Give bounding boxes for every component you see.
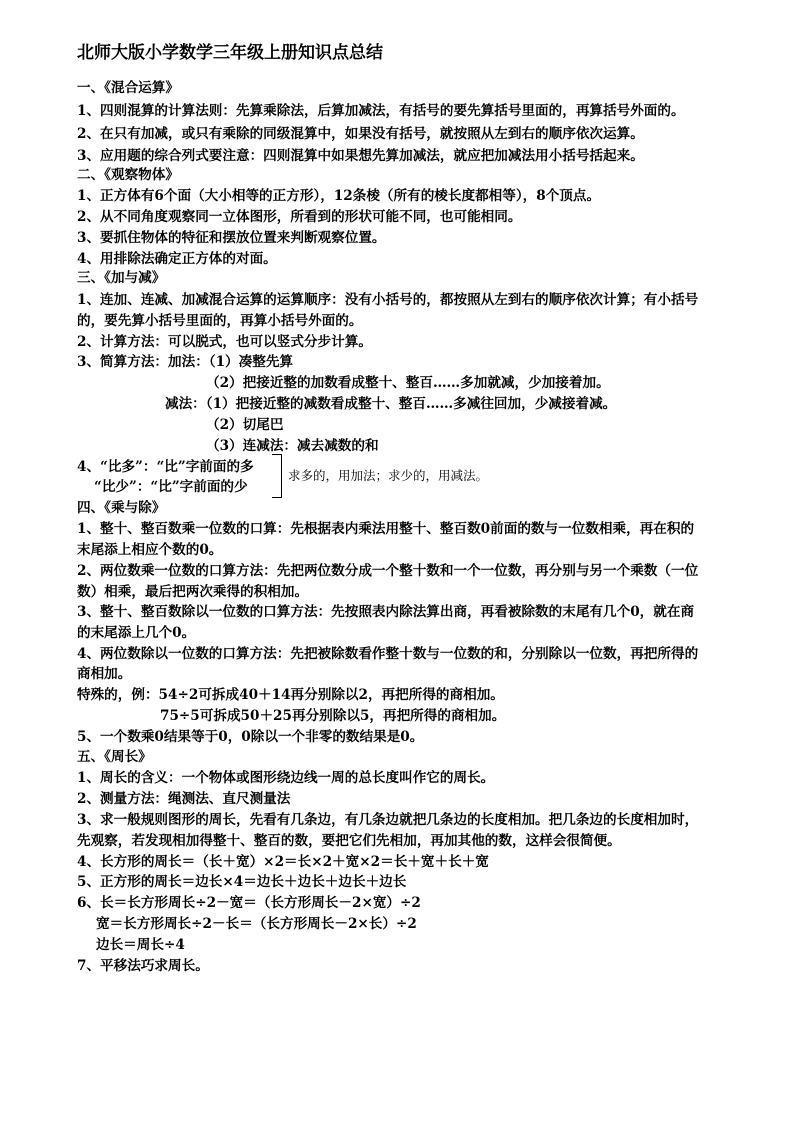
text-line: 3、要抓住物体的特征和摆放位置来判断观察位置。	[77, 230, 386, 246]
text-line: 2、两位数乘一位数的口算方法：先把两位数分成一个整十数和一个一位数，再分别与另一个乘数（一位	[77, 563, 699, 579]
text-line: 4、用排除法确定正方体的对面。	[77, 251, 277, 267]
section-heading-observe-objects: 二、《观察物体》	[77, 167, 179, 183]
text-line: 3、应用题的综合列式要注意：四则混算中如果想先算加减法，就应把加减法用小括号括起来。	[77, 148, 644, 164]
text-line: 3、整十、整百数除以一位数的口算方法：先按照表内除法算出商，再看被除数的末尾有几个0，就在商	[77, 604, 695, 620]
bracket-mark	[272, 454, 282, 498]
text-line: 5、正方形的周长＝边长×4＝边长＋边长＋边长＋边长	[77, 874, 407, 890]
text-line: 的，要先算小括号里面的，再算小括号外面的。	[77, 313, 363, 329]
text-line: 1、正方体有6个面（大小相等的正方形），12条棱（所有的棱长度都相等），8个顶点。	[77, 188, 601, 204]
text-line: “比少”：“比”字前面的少	[94, 479, 248, 495]
section-heading-perimeter: 五、《周长》	[77, 749, 152, 765]
text-line: 1、四则混算的计算法则：先算乘除法，后算加减法，有括号的要先算括号里面的，再算括号外面的。	[77, 103, 685, 119]
text-line: 6、长＝长方形周长÷2－宽＝（长方形周长－2×宽）÷2	[77, 895, 421, 911]
text-line: 特殊的，例：54÷2可拆成40＋14再分别除以2，再把所得的商相加。	[77, 687, 504, 703]
text-line: 宽＝长方形周长÷2－长＝（长方形周长－2×长）÷2	[96, 916, 417, 932]
text-line: 2、从不同角度观察同一立体图形，所看到的形状可能不同，也可能相同。	[77, 209, 522, 225]
text-line: 7、平移法巧求周长。	[77, 958, 209, 974]
text-line: 2、计算方法：可以脱式，也可以竖式分步计算。	[77, 334, 372, 350]
section-heading-multiply-divide: 四、《乘与除》	[77, 500, 166, 516]
text-line: 2、在只有加减，或只有乘除的同级混算中，如果没有括号，就按照从左到右的顺序依次运算。	[77, 126, 644, 142]
document-title: 北师大版小学数学三年级上册知识点总结	[77, 43, 383, 63]
text-line: 1、周长的含义：一个物体或图形绕边线一周的总长度叫作它的周长。	[77, 770, 495, 786]
text-line: 边长＝周长÷4	[96, 937, 185, 953]
section-heading-add-subtract: 三、《加与减》	[77, 270, 166, 286]
side-note: 求多的，用加法；求少的，用减法。	[288, 468, 489, 483]
section-heading-mixed-operations: 一、《混合运算》	[77, 80, 179, 96]
text-line: 商相加。	[77, 666, 132, 682]
text-line: 数）相乘，最后把两次乘得的积相加。	[77, 584, 309, 600]
text-line: （2）把接近整的加数看成整十、整百……多加就减，少加接着加。	[206, 375, 610, 391]
text-line: 减法：（1）把接近整的减数看成整十、整百……多减往回加，少减接着减。	[165, 396, 617, 412]
text-line: 3、简算方法：加法：（1）凑整先算	[77, 354, 294, 370]
text-line: 75÷5可拆成50＋25再分别除以5，再把所得的商相加。	[160, 708, 506, 724]
text-line: 1、连加、连减、加减混合运算的运算顺序：没有小括号的，都按照从左到右的顺序依次计算；有小括号	[77, 292, 699, 308]
text-line: 3、求一般规则图形的周长，先看有几条边，有几条边就把几条边的长度相加。把几条边的长度相加时，	[77, 812, 699, 828]
text-line: 先观察，若发现相加得整十、整百的数，要把它们先相加，再加其他的数，这样会很简便。	[77, 833, 621, 849]
text-line: 1、整十、整百数乘一位数的口算：先根据表内乘法用整十、整百数0前面的数与一位数相乘，再在积的	[77, 521, 695, 537]
text-line: 末尾添上相应个数的0。	[77, 542, 223, 558]
text-line: 的末尾添上几个0。	[77, 625, 196, 641]
text-line: 2、测量方法：绳测法、直尺测量法	[77, 791, 291, 807]
text-line: 4、“比多”：“比”字前面的多	[77, 459, 254, 475]
text-line: 4、长方形的周长＝（长＋宽）×2＝长×2＋宽×2＝长＋宽＋长＋宽	[77, 854, 489, 870]
text-line: 4、两位数除以一位数的口算方法：先把被除数看作整十数与一位数的和，分别除以一位数，再把所得的	[77, 646, 699, 662]
text-line: 5、一个数乘0结果等于0，0除以一个非零的数结果是0。	[77, 729, 424, 745]
text-line: （2）切尾巴	[206, 417, 284, 433]
text-line: （3）连减法：减去减数的和	[206, 438, 379, 454]
